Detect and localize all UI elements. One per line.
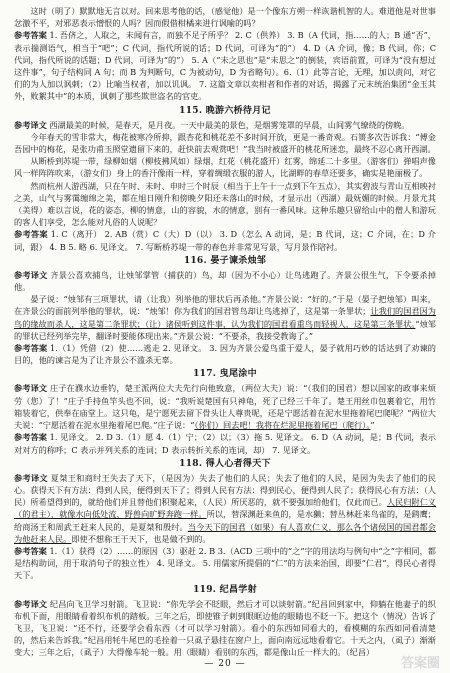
text-run: 纪昌向飞卫学习射箭。飞卫说：“你先学会不眨眼，然后才可以谈射箭。”纪昌回到家中，仰躺在他妻子的织布机下面，用眼睛看着织布机的踏板。三年之后，即使锥子刺到眼眶边他的眼睛也不眨一下。把这个（情况）告诉了飞卫，飞卫说：“还不行，还要学会看东西（才可以学习射箭）。看小的东西如同看大的，看模糊的东西如同看清楚的，然后来告诉我。”纪昌用牦牛尾巴的毛拴着一只虱子悬挂在窗户上，面向南远远地看着它。十天之内，（虱子）渐渐变大；三年之后，（虱子）大得像车轮一般。用（眼睛）看别的东西，都是像山丘一样大的。（纪昌） [14, 598, 436, 658]
text-run: ”烛邹的罪状已经列举完毕，翻译时要能体现出来。”齐景公说：“不要杀，我接受教诲了。” [14, 318, 436, 341]
text-run: 这时（明了）默默地无言以对。回来思考他的话，（感觉他）是一个像东方朔一样诙谐机智的人。难道他是对世事忿激不平，对邪恶表示憎恨的人吗？因而假借柑橘来进行讽喻的吗？ [14, 6, 436, 29]
answer-label: 参考译文 [14, 598, 48, 609]
paragraph [14, 131, 436, 155]
paragraph [14, 472, 436, 545]
paragraph [14, 5, 436, 29]
text-run: 今年春天的雪非常大，梅花被寒冷所抑，跟杏花和桃花差不多时间开放，更是一番奇观。石篑多次告诉我：“傅金吾园中的梅花，是张功甫玉照堂遗留下来的，赶快前去观赏吧！”我当时被盛开的桃花所迷恋，最终不忍心离开西湖。 [14, 131, 436, 155]
answer-label: 参考译文 [14, 269, 48, 280]
section-heading: 116. 晏子谏杀烛邹 [183, 255, 267, 266]
answer-label: 参考译文 [14, 383, 48, 394]
section-heading: 119. 纪昌学射 [193, 584, 257, 595]
paragraph [14, 180, 436, 229]
underlined-text: 当今天下的国君（如果）有人喜欢仁义，那么各个诸侯国的国君都会为他赶来人民。 [14, 521, 436, 544]
text-run: 然而杭州人游西湖，只在午时、未时、申时三个时辰（相当于上午十一点到下午五点），其实碧波与青山互相映衬之美，山气与雾霭缠绵之美，都在旭日刚升和傍晚夕阳还未落山的时候，才显示出（西湖）最妩媚的时候。月景尤其（美得）难以言说，花的姿态，柳的情意，山的容貌，水的情意，别有一番风味。这种乐趣只留给山中的僧人和游玩的客人们享受，怎么能对凡俗的人说呢？ [14, 180, 436, 228]
paragraph [14, 431, 436, 455]
paragraph [14, 228, 436, 252]
text-run: 1. 见译文。 2. D 3.（1）愿 4.（1）宁；（2）以；（3）拖 5. 见译文。 6. D（A 动词，是；B 代词，表示对对方的称呼；C 表示并列关系的连词；D 表示转折关系的连词，却） 7. 见译文。 [14, 432, 436, 455]
text-run: 1.（1）凭借（2）使……逃走 2. 见译文。 3. 因为齐景公爱鸟重于爱人，晏子就用巧妙的话达到了劝谏的目的，他的谏言是为了让齐景公不滥杀无辜。 [14, 343, 436, 366]
text-run: 所以，替深渊赶来鱼的，是水獭；替丛林赶来鸟雀的，是鹞鹰；给商汤王和周武王赶来人民的，是夏桀和殷纣。 [14, 509, 436, 532]
text-run: 晏子说：“烛邹有三项罪状，请（让我）列举他的罪状后再杀他。”齐景公说：“好的。”于是（晏子把烛邹）叫来，在齐景公的面前列举他的罪状，说：“烛邹！你为我们的国君管鸟却让鸟逃掉了，这是第一条罪状； [14, 294, 436, 317]
document-body [14, 5, 436, 659]
answer-label: 参考答案 [14, 30, 47, 41]
section-heading: 115. 晚游六桥待月记 [179, 105, 271, 116]
text-run: 夏桀王和商纣王失去了天下，（是因为）失去了他们的人民；失去了他们的人民，是因为失去了他们的民心。获得天下有方法：得到人民，便得到天下了；得到人民有方法：得到民心，便得到人民了；获得民心有方法：（人民）所希望得到的，就给他们并且替他们积聚起来，（人民）所厌恶的，就不要强加给他们，仅此而已。 [14, 472, 436, 508]
paragraph [14, 269, 436, 293]
paragraph [14, 382, 436, 431]
answer-label: 参考答案 [14, 229, 48, 240]
answer-label: 参考答案 [14, 343, 48, 354]
answer-label: 参考译文 [14, 119, 47, 130]
text-run: 齐景公喜欢捕鸟，让烛邹掌管（捕获的）鸟，却（因为不小心）让鸟逃跑了。齐景公很生气，下令要杀掉他。 [14, 269, 436, 293]
answer-label: 参考译文 [14, 472, 48, 483]
text-run: 从断桥到苏堤一带，绿柳如烟（柳枝拂风如）绿烟，红花（桃花盛开）红雾，绵延二十多里。（游客们）弹唱声像风一样阵阵吹来，（游女们）身上的香汗像雨一样，穿着绸缎衣服的游人，比湖畔的春草还要多，确实是艳丽极了。 [14, 156, 436, 179]
text-run: 西湖最美的时候，是春天，是月夜。一天中最美的景色，是烟雾笼罩的早晨，山间雾气缭绕的傍晚。 [46, 119, 410, 130]
underlined-text: 人民归附仁义（的君主），就像水向低处流、野兽向旷野奔跑一样。 [14, 497, 436, 520]
paragraph [14, 545, 436, 582]
text-run: 1. 吾侪之，人取之，未闻有言，而独不足子所乎？ 2. C（供养） 3. B（A 代词，指……的人；B 通“否”，表示揣测语气，相当于“吧”；C 代词，指代所说的话；D 代词，可译为“的”） 4. D（A 介词，像；B 代词，你；C 代词，指代所说的话题；D 代词，可译为“的”） 5. A（“未之思也”是“未思之”的倒装，宾语前置，可译为“没有想过这件事”，句子结构同 A 句；而 B 为判断句，C 为被动句，D 为省略句）。6.（1）此等言论，无理，加以责问，对它们的为人加以讽刺；（2）比喻当权者，加以讥讽。 7. 这篇文章以卖柑者和作者的对话，揭露了元末统治集团“金玉其外，败絮其中”的本质，讽刺了那些欺世盗名的官吏。 [14, 30, 436, 102]
paragraph [14, 598, 436, 659]
answer-label: 参考答案 [14, 432, 47, 443]
underlined-text: （你们）回去吧！我将在烂泥里拖着尾巴（爬行）。 [194, 420, 371, 431]
page-number: — 20 — [204, 659, 246, 669]
paragraph [14, 293, 436, 342]
answer-label: 参考答案 [14, 545, 47, 556]
section-heading: 118. 得人心者得天下 [179, 458, 271, 469]
text-run: ” [370, 420, 375, 431]
section-heading: 117. 曳尾涂中 [193, 369, 257, 380]
text-run: 庄子在濮水边垂钓，楚王派两位大夫先行向他致意，（两位大夫）说：“（我们的国君）想以国家的政事来烦劳（您）了！”庄子手持鱼竿头也不回，说：“我听说楚国有只神龟，死了已经三千年了。楚王用丝巾包裹着它，用竹箱装着它，供奉在庙堂上。这只龟，是宁愿死去留下骨头让人尊贵呢，还是宁愿活着在泥水里拖着尾巴爬呢？”两位大夫说：“宁愿活着在泥水里拖着尾巴爬。”庄子说：“ [14, 383, 436, 431]
text-run: 即使不想称王于天下，也是做不到的。 [71, 533, 211, 544]
paragraph [14, 155, 436, 179]
text-run: 1.（1）获得（2）……的原因（3）驱赶 2. B 3.（ACD 三项中的“之”字的用法均与例句中“之”字相同，都是结构助词，用于取消句子的独立性） 4. 见译文。 5. 用儒家所提倡的“仁”的方法来治国，即要“仁君”，得民心者得天下。 [14, 545, 436, 581]
watermark: 答案圈 [400, 656, 440, 671]
text-run: 1. C（离开） 2. AB（赏）C（大）D（以） 3. D（怎么 A 动词，是；B 代词，这；C 介词，在；D 介词，跟） 4. B 5. 略 6. 见译文。 7. 写断桥苏堤一带的春色并非常见写景，写月景作陪衬。 [14, 229, 436, 252]
underlined-text: 让我们的国君因为鸟的缘故而杀人，这是第二条罪状；（让）诸侯听到这件事，认为我们的国君看重鸟而轻视人，这是第三条罪状。 [14, 306, 436, 329]
paragraph [14, 29, 436, 102]
paragraph [14, 342, 436, 366]
paragraph [14, 119, 436, 131]
